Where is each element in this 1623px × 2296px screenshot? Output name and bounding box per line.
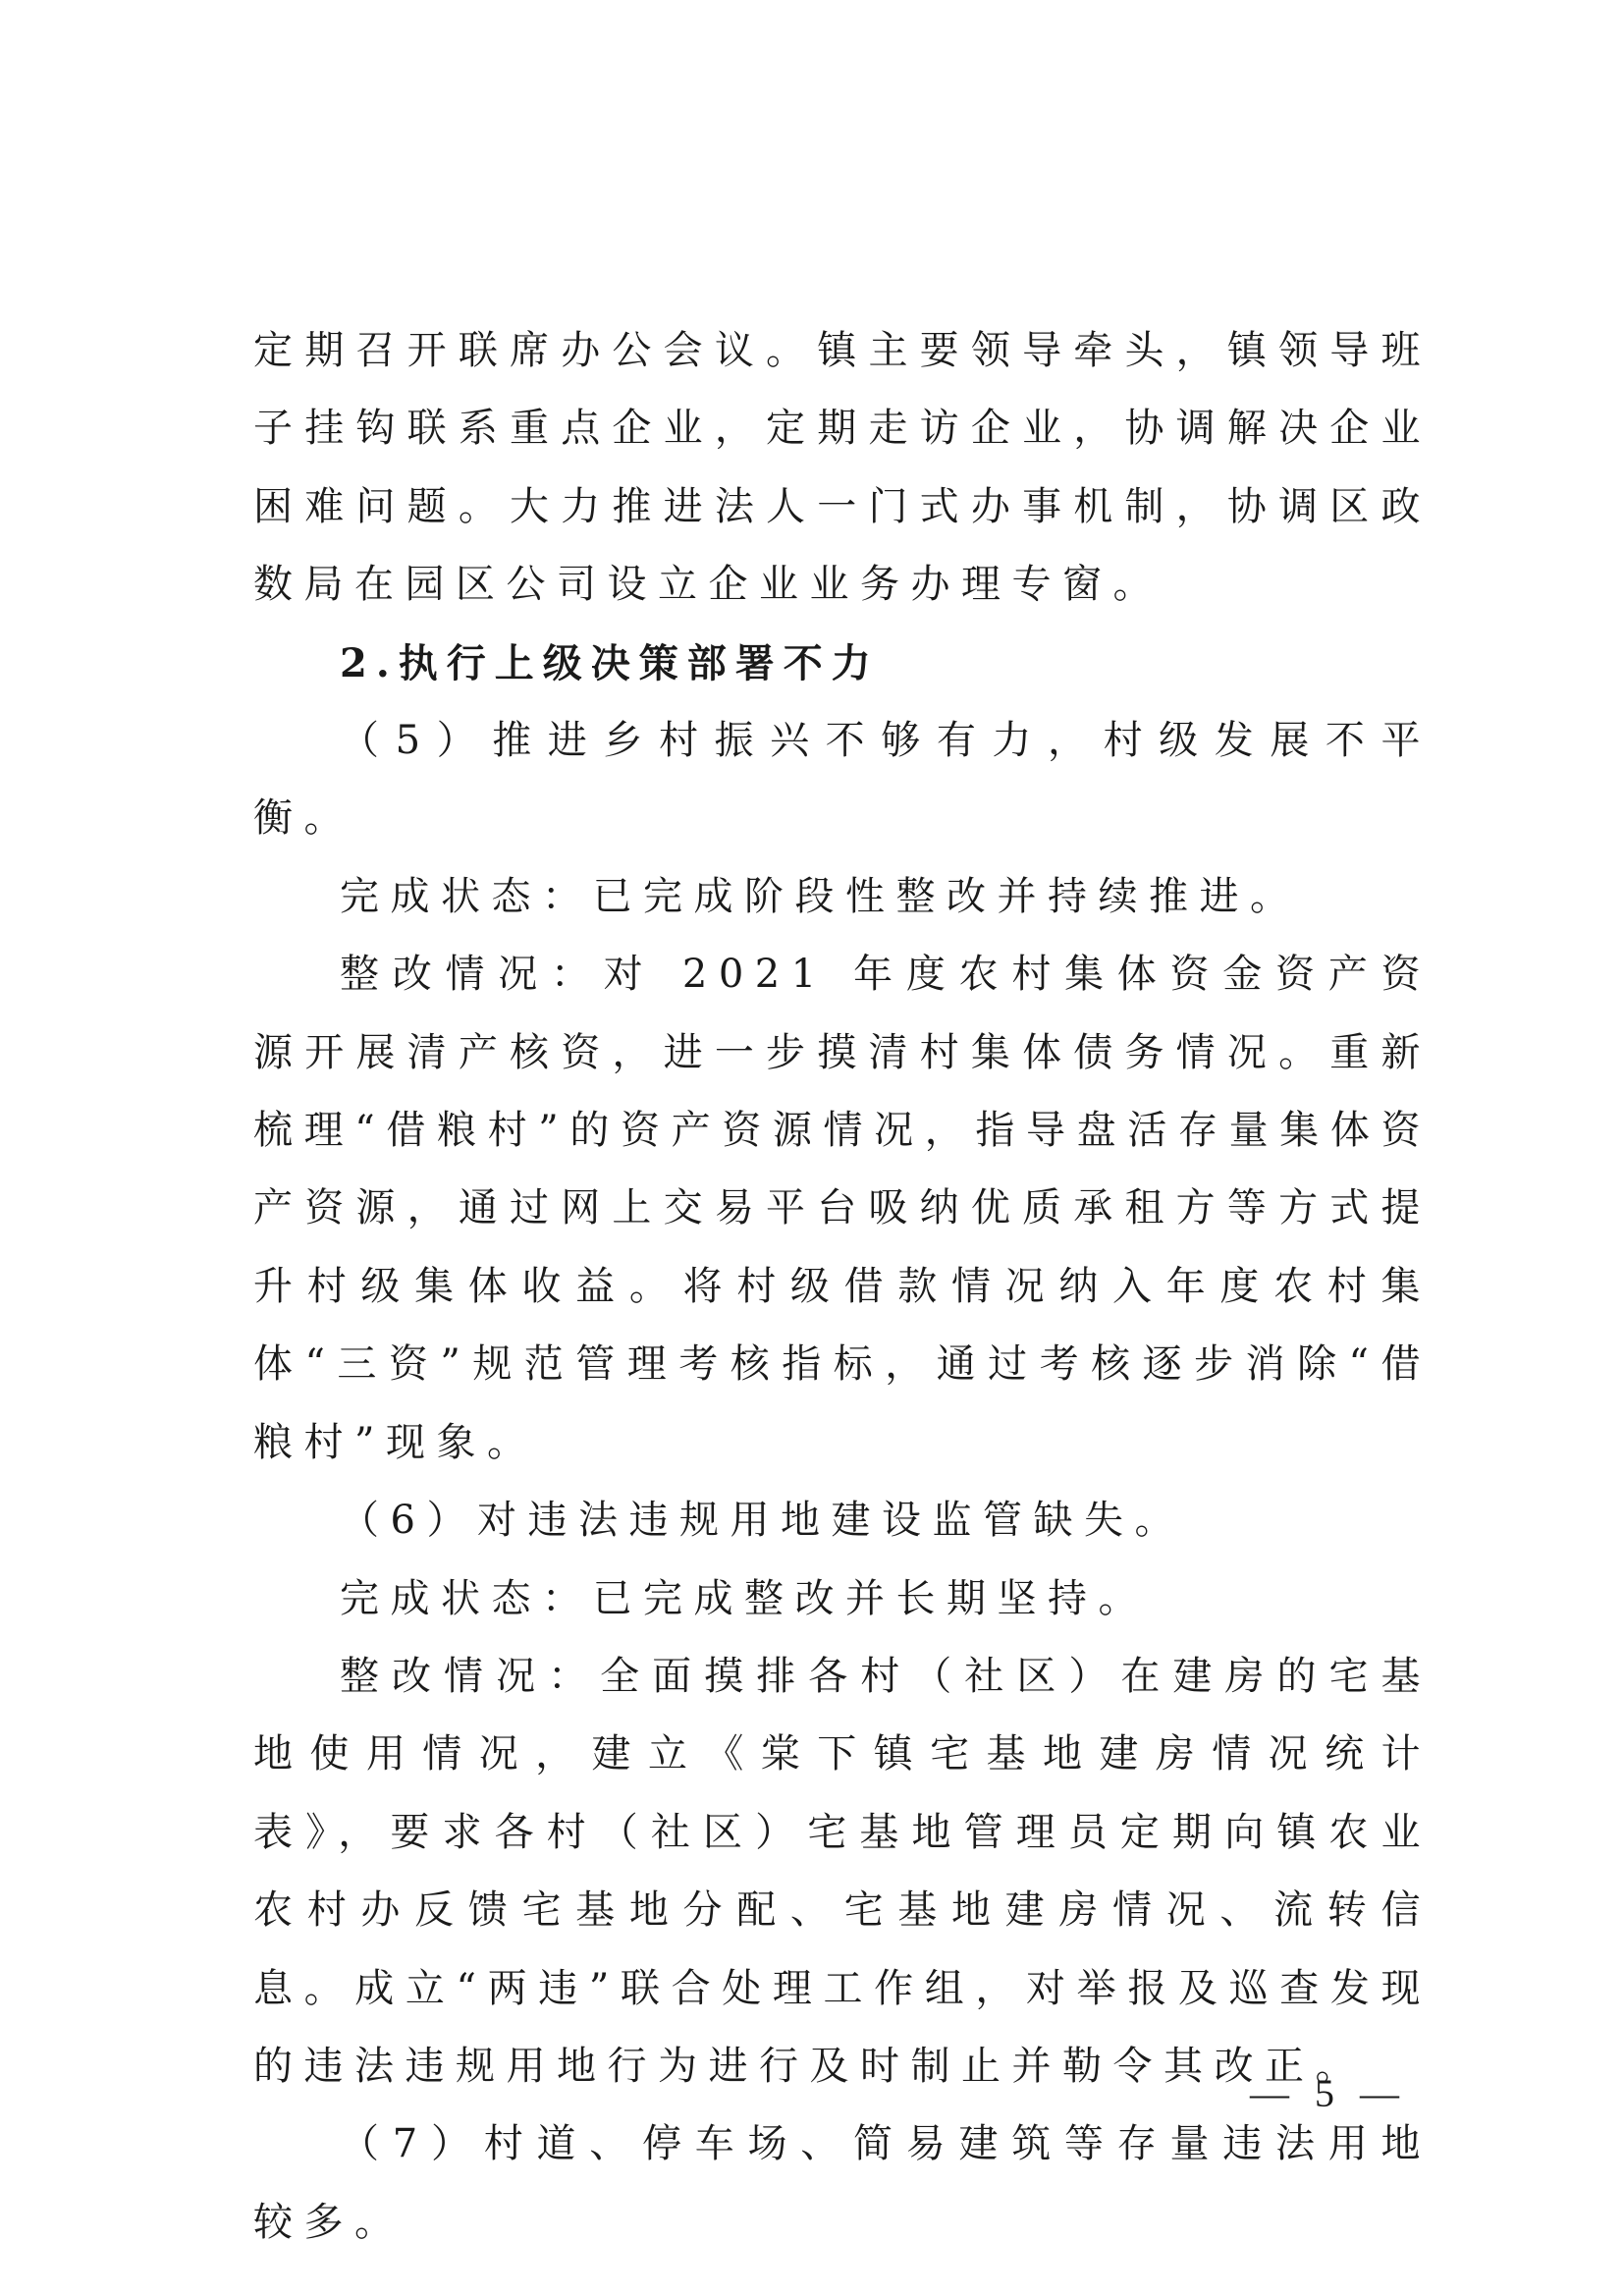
rectification-paragraph-5: 整改情况：对 2021 年度农村集体资金资产资源开展清产核资，进一步摸清村集体债务情况。重新梳理“借粮村”的资产资源情况，指导盘活存量集体资产资源，通过网上交易平台吸纳优质承租方等方式提升村级集体收益。将村级借款情况纳入年度农村集体“三资”规范管理考核指标，通过考核逐步消除“借粮村”现象。 bbox=[253, 952, 1432, 1465]
status-line-6: 完成状态：已完成整改并长期坚持。 bbox=[340, 1575, 1149, 1621]
body-text bbox=[253, 312, 1432, 2262]
paragraph-continuation: 定期召开联席办公会议。镇主要领导牵头，镇领导班子挂钩联系重点企业，定期走访企业，协调解决企业困难问题。大力推进法人一门式办事机制，协调区政数局在园区公司设立企业业务办理专窗。 bbox=[253, 328, 1432, 608]
page-number: — 5 — bbox=[1250, 2071, 1407, 2115]
issue-item-6: （6）对违法违规用地建设监管缺失。 bbox=[340, 1498, 1185, 1544]
status-line-5: 完成状态：已完成阶段性整改并持续推进。 bbox=[340, 873, 1301, 919]
rectification-paragraph-6: 整改情况：全面摸排各村（社区）在建房的宅基地使用情况，建立《棠下镇宅基地建房情况统计表》，要求各村（社区）宅基地管理员定期向镇农业农村办反馈宅基地分配、宅基地建房情况、流转信息。成立“两违”联合处理工作组，对举报及巡查发现的违法违规用地行为进行及时制止并勒令其改正。 bbox=[253, 1653, 1432, 2089]
issue-item-5: （5）推进乡村振兴不够有力，村级发展不平衡。 bbox=[253, 718, 1432, 842]
section-heading: 2.执行上级决策部署不力 bbox=[340, 639, 880, 686]
issue-item-7: （7）村道、停车场、简易建筑等存量违法用地较多。 bbox=[253, 2121, 1432, 2245]
